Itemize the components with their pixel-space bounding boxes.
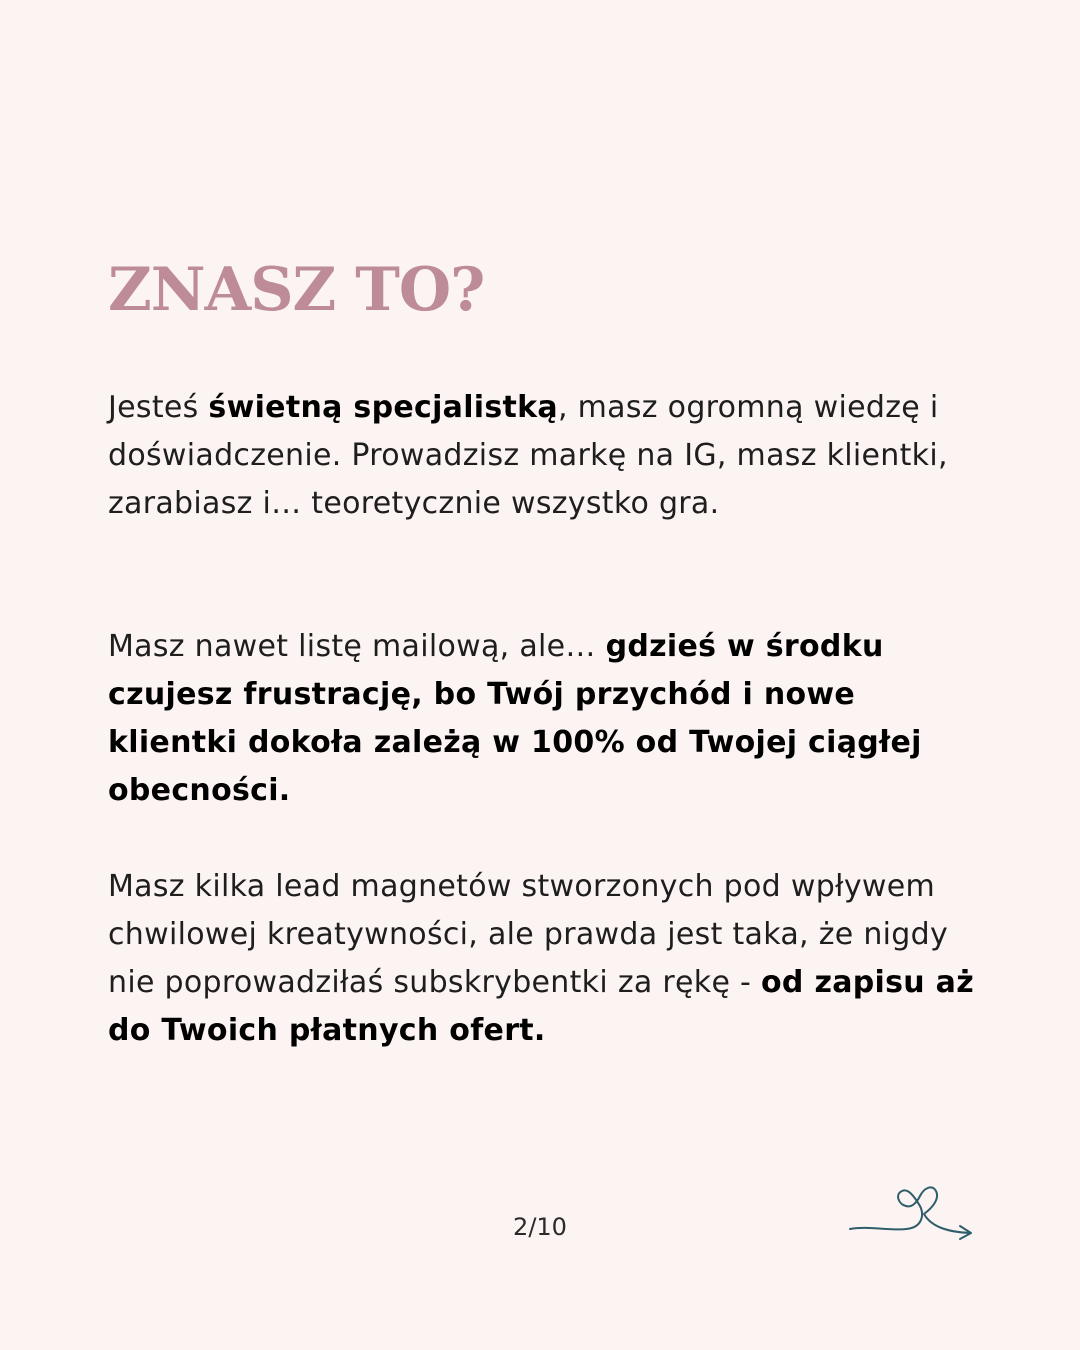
heart-arrow-icon [846,1178,978,1248]
paragraph-2 [108,623,978,815]
paragraph-2-bold-text: gdzieś w środku czujesz frustrację, bo Twój przychód i nowe klientki dokoła zależą w 100% od Twojej ciągłej obecności. [108,629,922,808]
paragraph-1-bold-text: świetną specjalistką [208,390,558,425]
paragraph-1 [108,384,978,528]
paragraph-1-text: , masz ogromną wiedzę i doświadczenie. Prowadzisz markę na IG, masz klientki, zarabiasz i… teoretycznie wszystko gra. [108,390,948,521]
paragraph-3 [108,863,978,1055]
paragraph-1-text: Jesteś [108,390,209,425]
slide-heading: ZNASZ TO? [108,255,485,325]
paragraph-3-bold-text: od zapisu aż do Twoich płatnych ofert. [108,965,974,1048]
paragraph-2-text: Masz nawet listę mailową, ale… [108,629,606,664]
heart-arrow-stroke [850,1187,970,1233]
page-counter: 2/10 [513,1213,567,1241]
paragraph-3-text: Masz kilka lead magnetów stworzonych pod wpływem chwilowej kreatywności, ale prawda jest taka, że nigdy nie poprowadziłaś subskrybentki za rękę - [108,869,949,1000]
